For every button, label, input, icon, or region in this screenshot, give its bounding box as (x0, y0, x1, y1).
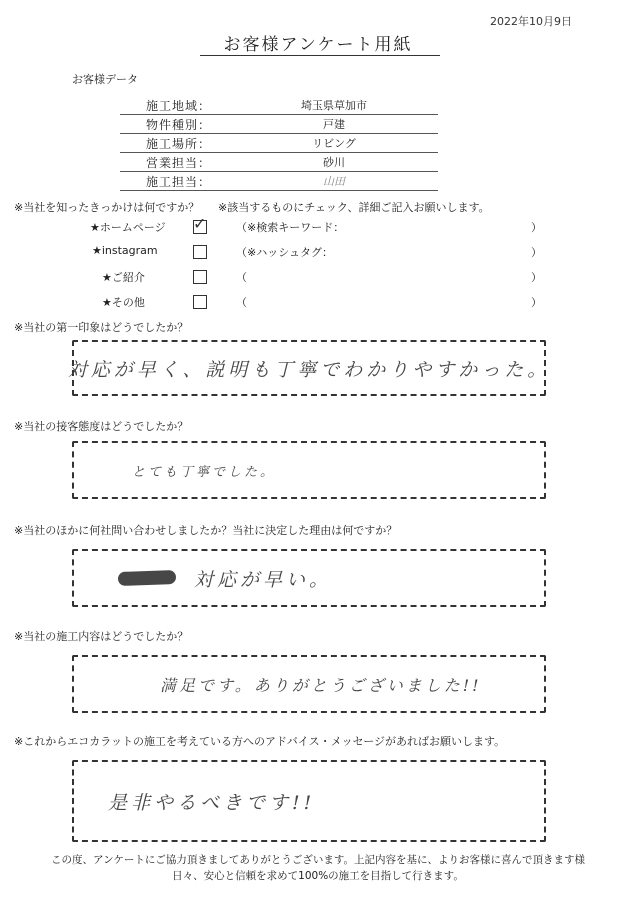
option-referral-detail: （ (236, 271, 247, 284)
q1-question: ※当社を知ったきっかけは何ですか？ (14, 201, 200, 214)
survey-date: 2022年10月9日 (490, 15, 572, 28)
customer-value: 埼玉県草加市 (301, 99, 367, 112)
q5-answer-box[interactable] (72, 655, 546, 713)
q2-question: ※当社の第一印象はどうでしたか？ (14, 321, 189, 334)
option-instagram-label: ★instagram (92, 244, 158, 257)
option-other-checkbox[interactable] (193, 295, 207, 309)
checkmark-icon: ✓ (193, 214, 207, 233)
customer-key: 施工場所： (146, 137, 212, 151)
customer-value-handwritten: 山田 (323, 175, 345, 188)
q6-answer-box[interactable] (72, 760, 546, 842)
customer-row-installer (120, 172, 438, 191)
option-homepage-detail: （※検索キーワード： (236, 221, 345, 234)
footer-line-1: この度、アンケートにご協力頂きましてありがとうございます。上記内容を基に、よりお客様に喜んで頂きます様 (50, 854, 586, 866)
q2-answer-handwritten: 対応が早く、説明も丁寧でわかりやすかった。 (67, 358, 551, 381)
q4-answer-handwritten: 対応が早い。 (194, 568, 333, 591)
redacted-scribble (118, 570, 176, 586)
customer-row-location (120, 134, 438, 153)
q6-question: ※これからエコカラットの施工を考えている方へのアドバイス・メッセージがあればお願いします。 (14, 735, 506, 748)
customer-key: 施工地域： (146, 99, 212, 113)
option-instagram-checkbox[interactable] (193, 245, 207, 259)
customer-row-property-type (120, 115, 438, 134)
q1-instruction: ※該当するものにチェック、詳細ご記入お願いします。 (218, 201, 490, 214)
customer-row-sales-rep (120, 153, 438, 172)
option-other-label: ★その他 (102, 296, 145, 309)
customer-key: 物件種別： (146, 118, 212, 132)
customer-value: 砂川 (323, 156, 345, 169)
q6-answer-handwritten: 是非やるべきです!! (108, 791, 316, 814)
customer-row-area (120, 96, 438, 115)
option-homepage-checkbox[interactable] (193, 214, 207, 234)
title-underline (200, 55, 440, 56)
option-other-detail: （ (236, 296, 247, 309)
footer-line-2: 日々、安心と信頼を求めて100%の施工を目指して行きます。 (172, 870, 464, 882)
option-referral-label: ★ご紹介 (102, 271, 145, 284)
option-other-close: ） (531, 296, 542, 309)
form-title: お客様アンケート用紙 (223, 35, 413, 55)
option-instagram-close: ） (531, 246, 542, 259)
option-referral-close: ） (531, 271, 542, 284)
q4-answer-box[interactable] (72, 549, 546, 607)
option-homepage-label: ★ホームページ (90, 221, 166, 234)
q5-question: ※当社の施工内容はどうでしたか？ (14, 630, 189, 643)
customer-key: 営業担当： (146, 156, 212, 170)
option-instagram-detail: （※ハッシュタグ： (236, 246, 333, 259)
customer-data-table (120, 96, 438, 191)
customer-value: リビング (312, 137, 356, 150)
q3-question: ※当社の接客態度はどうでしたか？ (14, 420, 189, 433)
customer-section-label: お客様データ (72, 73, 138, 86)
customer-key: 施工担当： (146, 175, 212, 189)
q3-answer-box[interactable] (72, 441, 546, 499)
q2-answer-box[interactable] (67, 340, 551, 396)
q4-question: ※当社のほかに何社問い合わせしましたか？当社に決定した理由は何ですか？ (14, 524, 398, 537)
q5-answer-handwritten: 満足です。ありがとうございました!! (160, 675, 482, 695)
option-homepage-close: ） (531, 221, 542, 234)
option-referral-checkbox[interactable] (193, 270, 207, 284)
q3-answer-handwritten: とても丁寧でした。 (132, 464, 277, 480)
customer-value: 戸建 (323, 118, 345, 131)
